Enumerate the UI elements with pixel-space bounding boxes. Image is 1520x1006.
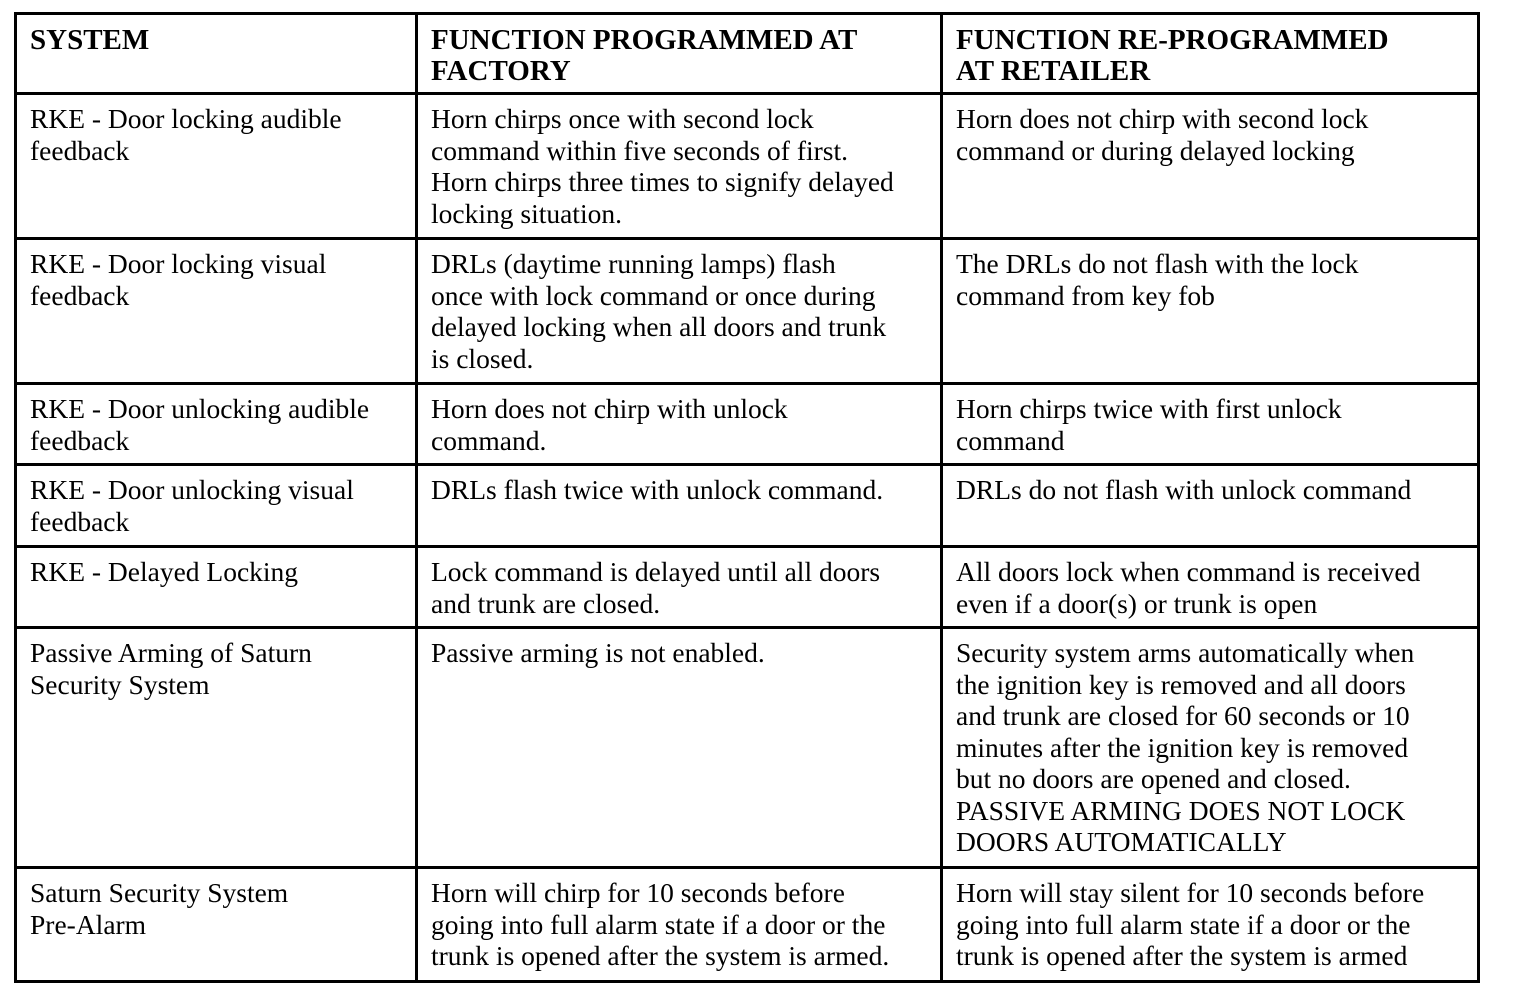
table-row [16,94,1479,239]
table-row [16,384,1479,465]
cell-system: RKE - Door unlocking visual feedback [16,465,417,547]
cell-retailer: Security system arms automatically when the ignition key is removed and all doors and trunk are closed for 60 seconds or 10 minutes after the ignition key is removed but no doors are opened and closed. PASSIVE ARMING DOES NOT LOCK DOORS AUTOMATICALLY [942,628,1479,868]
cell-factory: Horn does not chirp with unlock command. [417,384,942,465]
cell-factory: Lock command is delayed until all doors and trunk are closed. [417,547,942,628]
table-row [16,239,1479,384]
cell-retailer: All doors lock when command is received even if a door(s) or trunk is open [942,547,1479,628]
cell-retailer: The DRLs do not flash with the lock command from key fob [942,239,1479,384]
table-row [16,628,1479,868]
cell-system: Passive Arming of Saturn Security System [16,628,417,868]
table-row [16,547,1479,628]
cell-retailer: DRLs do not flash with unlock command [942,465,1479,547]
cell-system: Saturn Security System Pre-Alarm [16,868,417,982]
cell-system: RKE - Delayed Locking [16,547,417,628]
header-row [16,14,1479,94]
cell-factory: Passive arming is not enabled. [417,628,942,868]
cell-system: RKE - Door locking audible feedback [16,94,417,239]
cell-factory: Horn will chirp for 10 seconds before going into full alarm state if a door or the trunk is opened after the system is armed. [417,868,942,982]
header-system: SYSTEM [16,14,417,94]
cell-factory: DRLs (daytime running lamps) flash once with lock command or once during delayed locking when all doors and trunk is closed. [417,239,942,384]
cell-factory: DRLs flash twice with unlock command. [417,465,942,547]
cell-retailer: Horn will stay silent for 10 seconds before going into full alarm state if a door or the trunk is opened after the system is armed [942,868,1479,982]
table-row [16,868,1479,982]
header-factory: FUNCTION PROGRAMMED AT FACTORY [417,14,942,94]
cell-retailer: Horn chirps twice with first unlock command [942,384,1479,465]
cell-factory: Horn chirps once with second lock command within five seconds of first. Horn chirps three times to signify delayed locking situation. [417,94,942,239]
programming-table [14,12,1480,983]
cell-system: RKE - Door unlocking audible feedback [16,384,417,465]
cell-system: RKE - Door locking visual feedback [16,239,417,384]
table-row [16,465,1479,547]
header-retailer: FUNCTION RE-PROGRAMMED AT RETAILER [942,14,1479,94]
cell-retailer: Horn does not chirp with second lock command or during delayed locking [942,94,1479,239]
